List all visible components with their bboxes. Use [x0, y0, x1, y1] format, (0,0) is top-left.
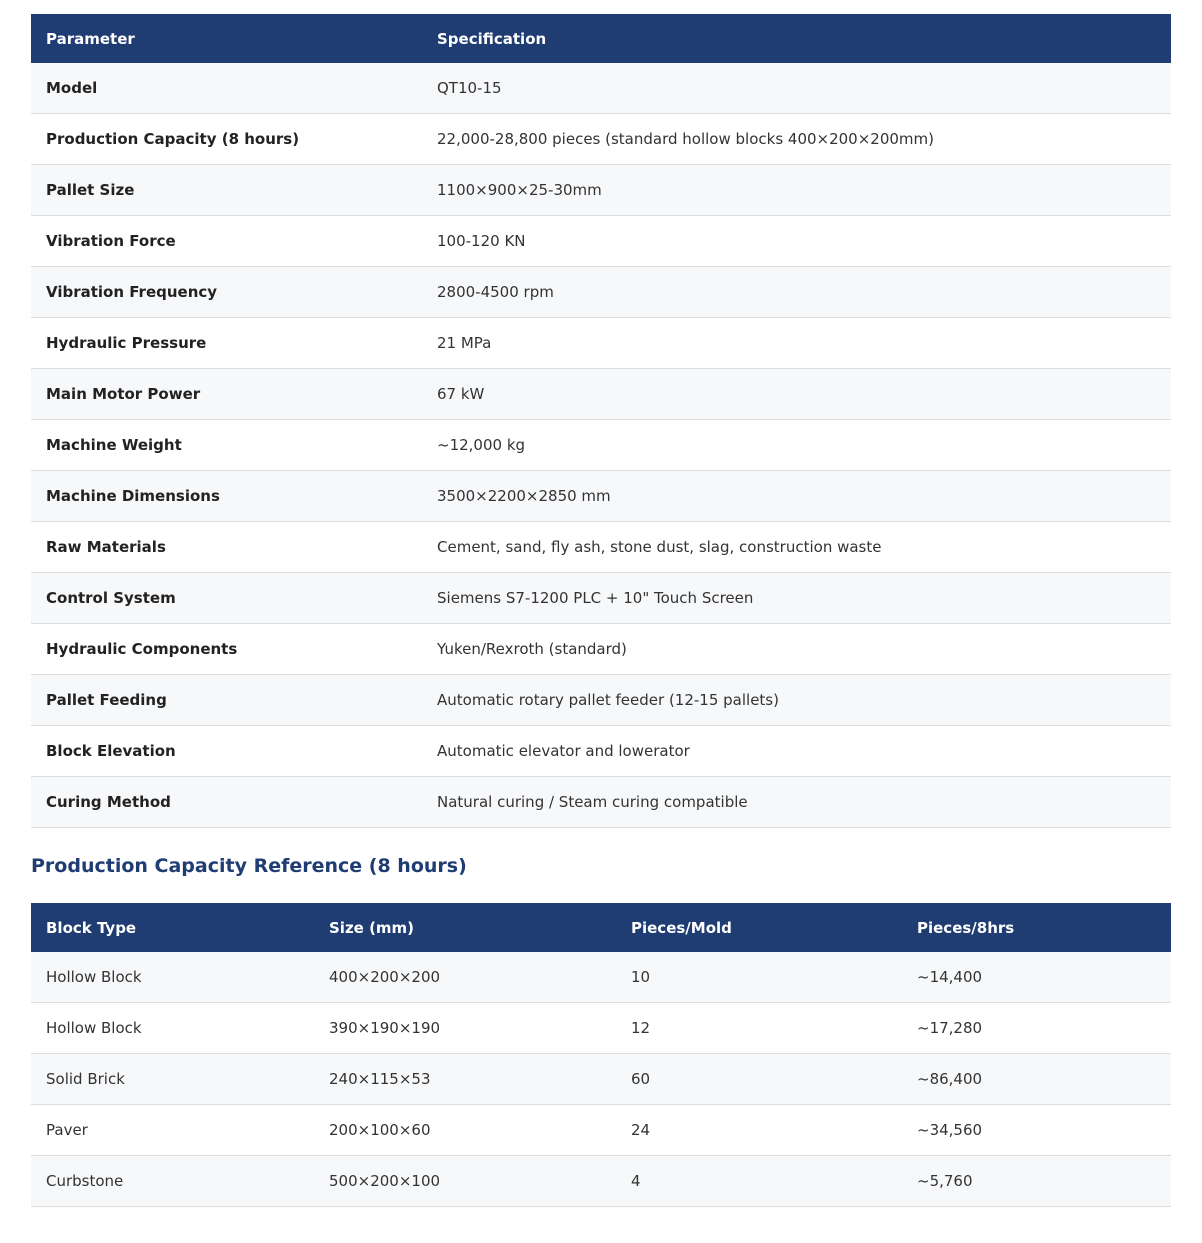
pieces-per-8hrs-cell: ~5,760 [902, 1156, 1171, 1207]
pieces-per-8hrs-cell: ~86,400 [902, 1054, 1171, 1105]
table-row [31, 420, 1171, 471]
capacity-table [31, 903, 1171, 1207]
block-type-cell: Solid Brick [31, 1054, 314, 1105]
specification-cell: Cement, sand, fly ash, stone dust, slag, construction waste [422, 522, 1171, 573]
parameter-cell: Main Motor Power [31, 369, 422, 420]
table-row [31, 216, 1171, 267]
pieces-per-8hrs-cell: ~14,400 [902, 952, 1171, 1003]
table-row [31, 114, 1171, 165]
specification-cell: 22,000-28,800 pieces (standard hollow blocks 400×200×200mm) [422, 114, 1171, 165]
size-cell: 500×200×100 [314, 1156, 616, 1207]
section-title: Production Capacity Reference (8 hours) [31, 855, 467, 877]
specification-cell: 3500×2200×2850 mm [422, 471, 1171, 522]
pieces-per-mold-cell: 4 [616, 1156, 902, 1207]
table-row [31, 63, 1171, 114]
block-type-cell: Hollow Block [31, 1003, 314, 1054]
parameter-cell: Machine Dimensions [31, 471, 422, 522]
table-row [31, 1003, 1171, 1054]
specification-cell: Automatic elevator and lowerator [422, 726, 1171, 777]
table-row [31, 1054, 1171, 1105]
size-cell: 240×115×53 [314, 1054, 616, 1105]
size-cell: 400×200×200 [314, 952, 616, 1003]
specification-cell: 2800-4500 rpm [422, 267, 1171, 318]
block-type-cell: Curbstone [31, 1156, 314, 1207]
pieces-per-mold-cell: 60 [616, 1054, 902, 1105]
parameter-cell: Raw Materials [31, 522, 422, 573]
parameter-cell: Block Elevation [31, 726, 422, 777]
parameter-cell: Control System [31, 573, 422, 624]
table-header-row [31, 14, 1171, 63]
table-row [31, 1105, 1171, 1156]
pieces-per-8hrs-cell: ~34,560 [902, 1105, 1171, 1156]
pieces-per-mold-cell: 12 [616, 1003, 902, 1054]
table-row [31, 624, 1171, 675]
specification-table [31, 14, 1171, 828]
specification-table-body [31, 63, 1171, 828]
table-row [31, 522, 1171, 573]
size-cell: 390×190×190 [314, 1003, 616, 1054]
parameter-cell: Production Capacity (8 hours) [31, 114, 422, 165]
table-row [31, 573, 1171, 624]
parameter-cell: Pallet Feeding [31, 675, 422, 726]
table-row [31, 318, 1171, 369]
pieces-per-8hrs-cell: ~17,280 [902, 1003, 1171, 1054]
parameter-cell: Machine Weight [31, 420, 422, 471]
parameter-cell: Hydraulic Pressure [31, 318, 422, 369]
table-row [31, 952, 1171, 1003]
block-type-cell: Hollow Block [31, 952, 314, 1003]
specification-cell: QT10-15 [422, 63, 1171, 114]
block-type-cell: Paver [31, 1105, 314, 1156]
column-header-parameter: Parameter [46, 29, 135, 48]
table-row [31, 369, 1171, 420]
parameter-cell: Model [31, 63, 422, 114]
parameter-cell: Vibration Frequency [31, 267, 422, 318]
specification-cell: 1100×900×25-30mm [422, 165, 1171, 216]
column-header-pieces-per-8hrs: Pieces/8hrs [917, 918, 1015, 937]
size-cell: 200×100×60 [314, 1105, 616, 1156]
pieces-per-mold-cell: 10 [616, 952, 902, 1003]
table-row [31, 165, 1171, 216]
table-row [31, 1156, 1171, 1207]
column-header-specification: Specification [437, 29, 547, 48]
specification-cell: 67 kW [422, 369, 1171, 420]
table-row [31, 267, 1171, 318]
table-row [31, 726, 1171, 777]
specification-cell: 100-120 KN [422, 216, 1171, 267]
capacity-table-body [31, 952, 1171, 1207]
column-header-pieces-per-mold: Pieces/Mold [631, 918, 732, 937]
parameter-cell: Vibration Force [31, 216, 422, 267]
specification-cell: Natural curing / Steam curing compatible [422, 777, 1171, 828]
specification-cell: ~12,000 kg [422, 420, 1171, 471]
table-header-row [31, 903, 1171, 952]
specification-cell: 21 MPa [422, 318, 1171, 369]
table-row [31, 471, 1171, 522]
specification-cell: Automatic rotary pallet feeder (12-15 pallets) [422, 675, 1171, 726]
parameter-cell: Hydraulic Components [31, 624, 422, 675]
column-header-block-type: Block Type [46, 918, 137, 937]
pieces-per-mold-cell: 24 [616, 1105, 902, 1156]
table-row [31, 777, 1171, 828]
column-header-size: Size (mm) [329, 918, 415, 937]
table-row [31, 675, 1171, 726]
parameter-cell: Pallet Size [31, 165, 422, 216]
specification-cell: Yuken/Rexroth (standard) [422, 624, 1171, 675]
specification-cell: Siemens S7-1200 PLC + 10" Touch Screen [422, 573, 1171, 624]
parameter-cell: Curing Method [31, 777, 422, 828]
